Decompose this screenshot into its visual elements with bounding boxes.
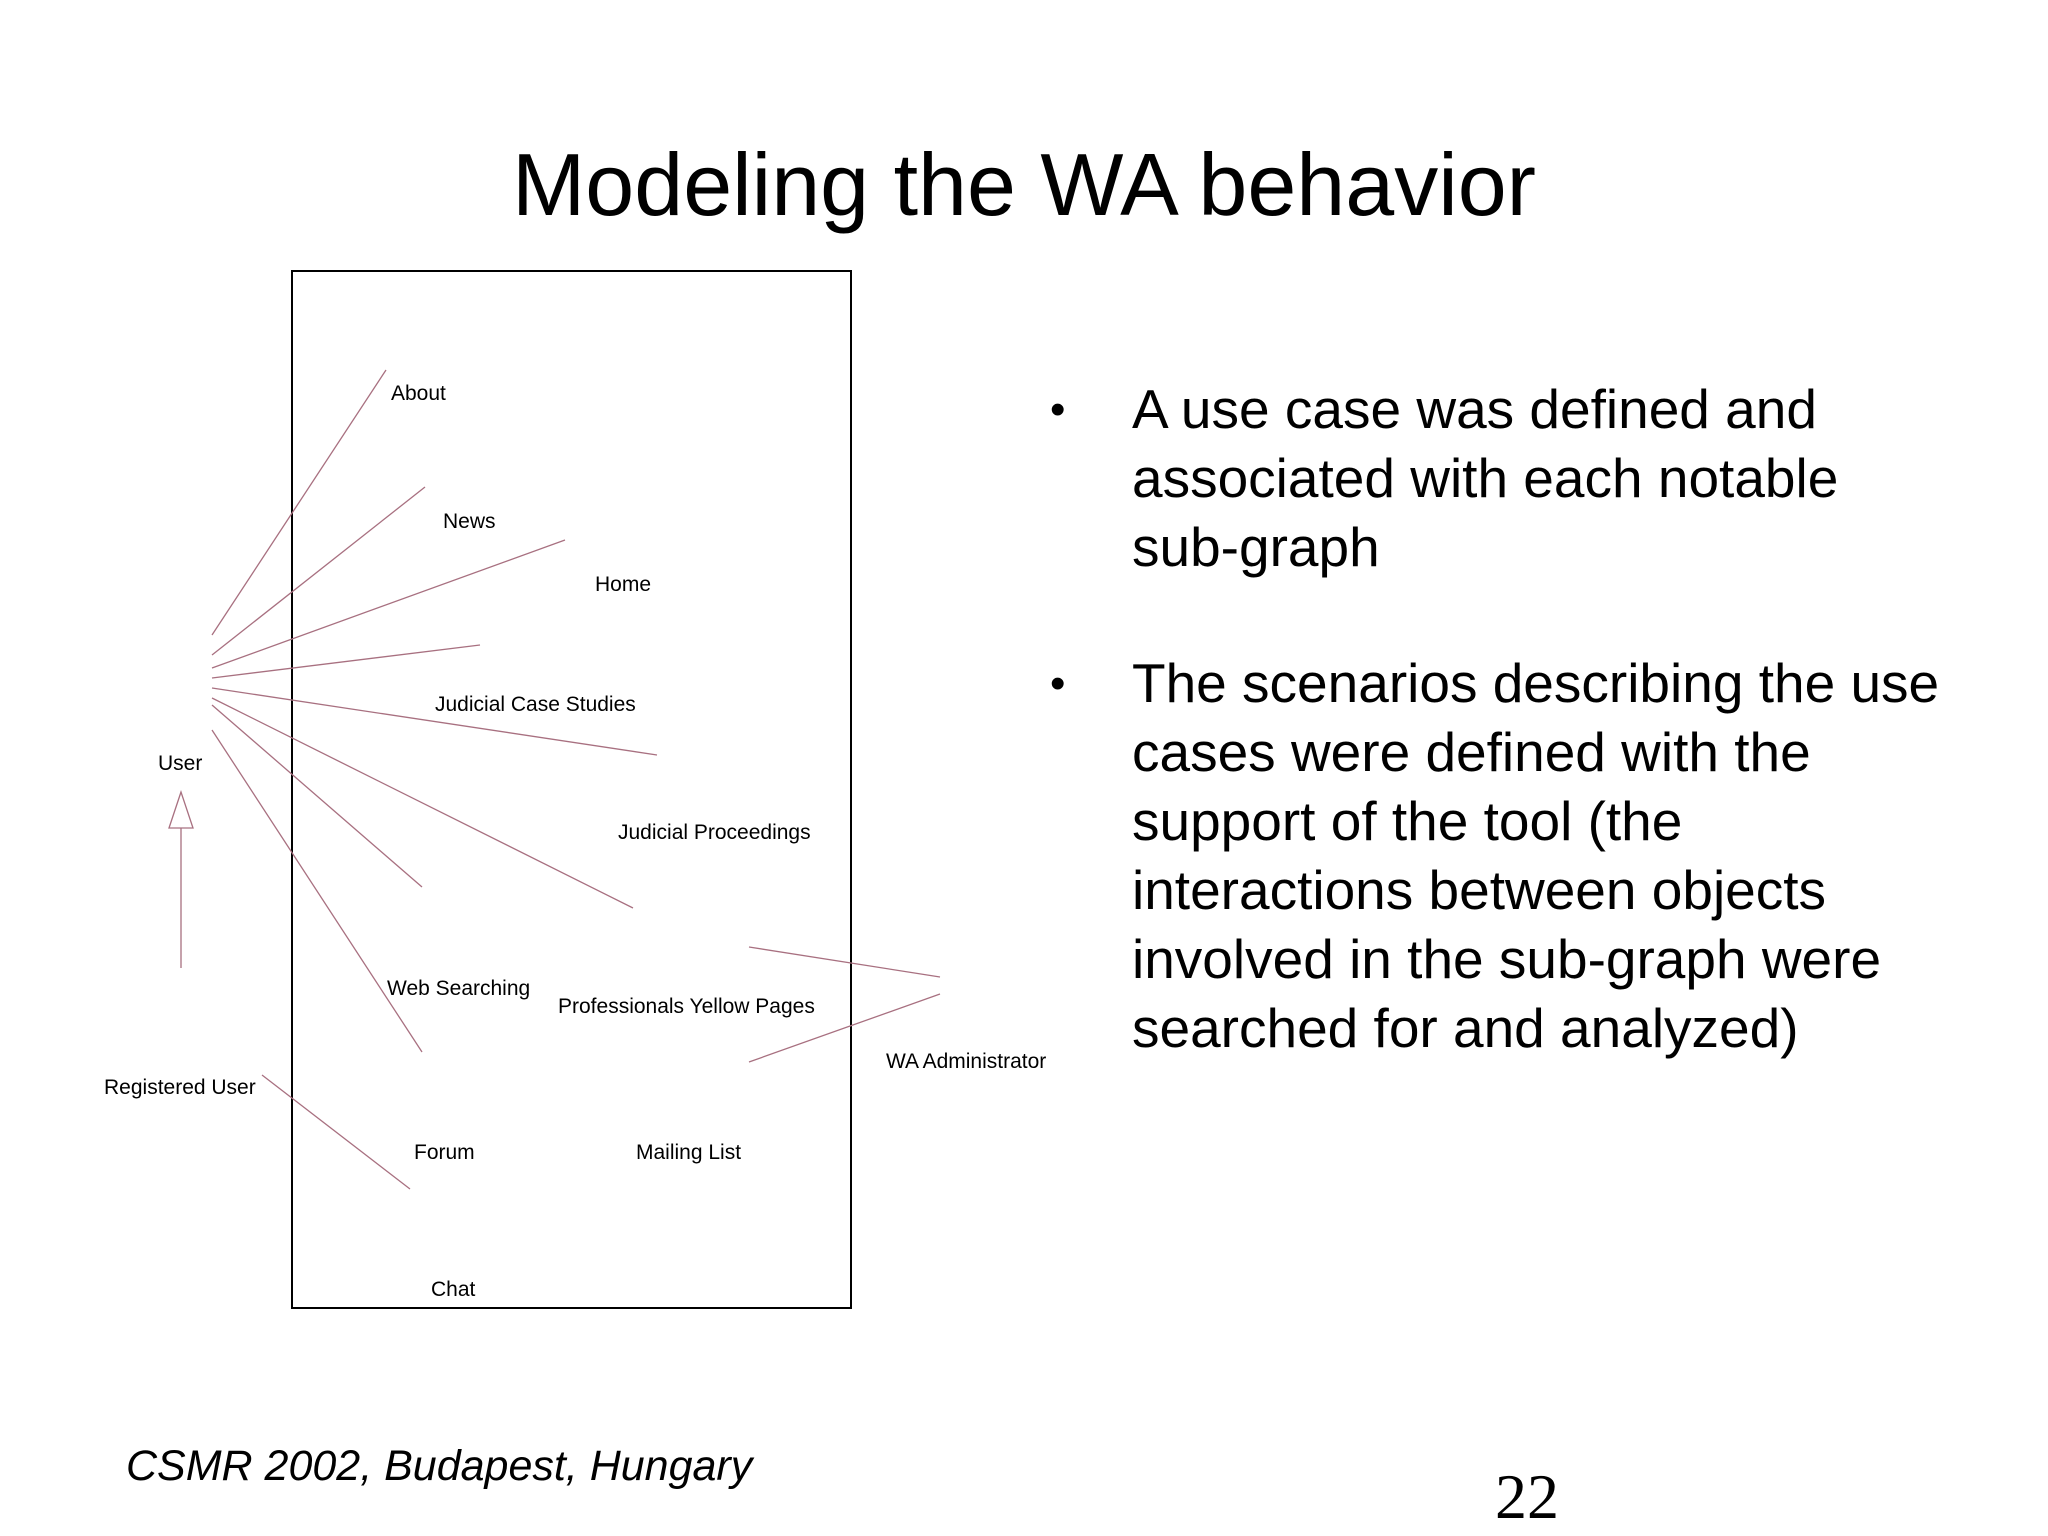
actor-user: User bbox=[158, 752, 203, 775]
bullet-text: The scenarios describing the use cases were defined with the support of the tool (the interactions between objects involved in the sub-graph were searched for and analyzed) bbox=[1132, 652, 1940, 1059]
use-case-mailing-list: Mailing List bbox=[636, 1141, 742, 1164]
bullet-text: A use case was defined and associated with each notable sub-graph bbox=[1132, 378, 1839, 578]
page-number: 22 bbox=[1495, 1461, 1559, 1532]
generalization-arrow bbox=[169, 792, 193, 968]
bullet-item bbox=[1040, 649, 1940, 1063]
use-case-about: About bbox=[391, 382, 446, 405]
association-user-home bbox=[212, 540, 565, 668]
bullet-item bbox=[1040, 375, 1940, 582]
actor-registered-user: Registered User bbox=[104, 1076, 256, 1099]
association-admin-professionals-yellow-pages bbox=[749, 947, 940, 977]
use-case-web-searching: Web Searching bbox=[387, 977, 531, 1000]
slide-title: Modeling the WA behavior bbox=[512, 135, 1536, 234]
use-case-professionals-yellow-pages: Professionals Yellow Pages bbox=[558, 995, 815, 1018]
bullet-marker: • bbox=[1050, 659, 1066, 708]
association-user-forum bbox=[212, 730, 422, 1052]
association-registered-user-chat bbox=[262, 1075, 410, 1189]
use-case-judicial-proceedings: Judicial Proceedings bbox=[618, 821, 811, 844]
use-case-chat: Chat bbox=[431, 1278, 476, 1301]
bullet-marker: • bbox=[1050, 385, 1066, 434]
association-user-professionals-yellow-pages bbox=[212, 698, 633, 908]
use-case-forum: Forum bbox=[414, 1141, 475, 1164]
system-boundary bbox=[292, 271, 851, 1308]
association-user-about bbox=[212, 370, 386, 635]
association-user-judicial-case-studies bbox=[212, 645, 480, 678]
use-case-news: News bbox=[443, 510, 496, 533]
conference-footer: CSMR 2002, Budapest, Hungary bbox=[126, 1442, 753, 1490]
association-user-web-searching bbox=[212, 705, 422, 887]
use-case-home: Home bbox=[595, 573, 652, 596]
bullet-list bbox=[1040, 375, 1940, 1130]
actor-wa-administrator: WA Administrator bbox=[886, 1050, 1047, 1073]
use-case-judicial-case-studies: Judicial Case Studies bbox=[435, 693, 636, 716]
